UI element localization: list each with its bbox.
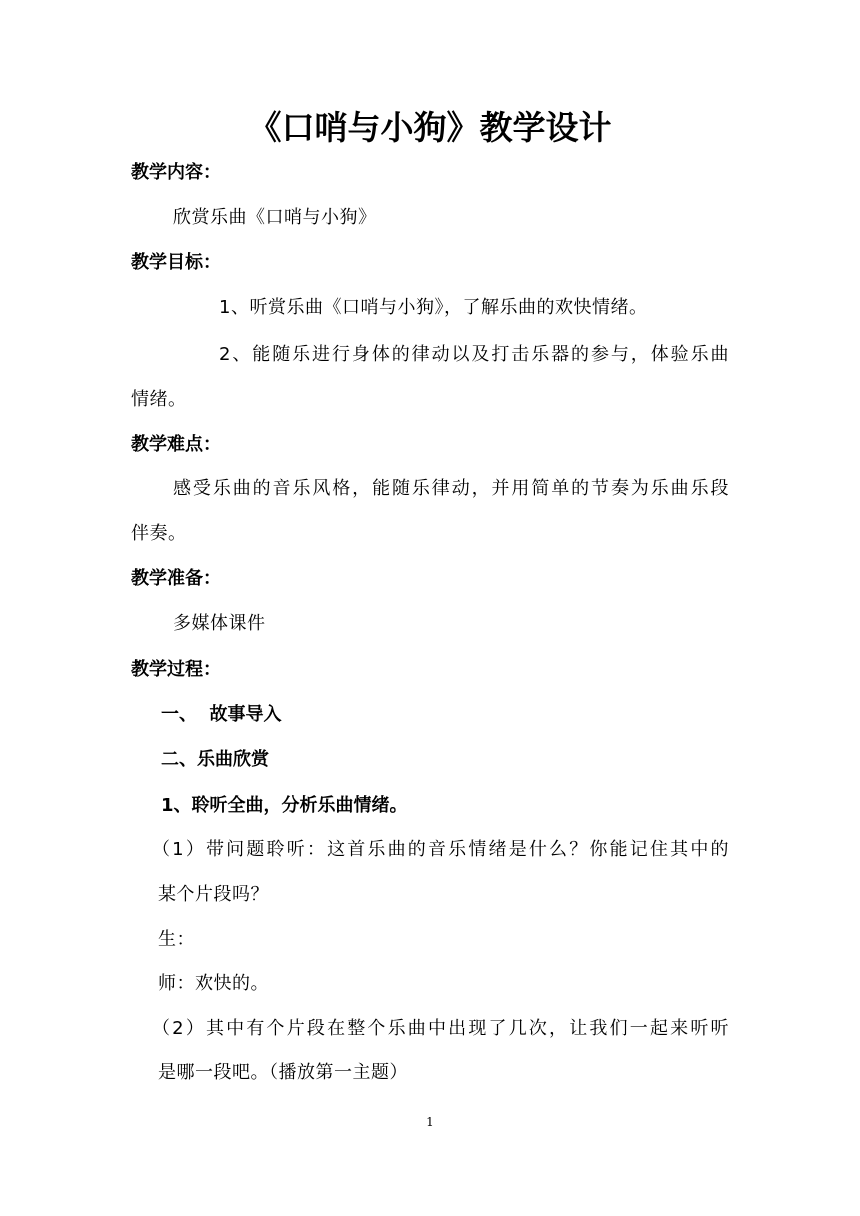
question-2-line-1 [152, 1017, 729, 1041]
section-heading-preparation: 教学准备： [131, 568, 221, 589]
section-heading-process: 教学过程： [131, 659, 221, 680]
process-sub-1: 1、聆听全曲，分析乐曲情绪。 [161, 795, 408, 816]
difficulty-line-1 [173, 477, 729, 501]
page-number: 1 [426, 1115, 434, 1129]
process-step-2: 二、乐曲欣赏 [161, 749, 269, 770]
question-1-line-1-text: （1）带问题聆听：这首乐曲的音乐情绪是什么？你能记住其中的 [152, 839, 729, 860]
question-2-line-1-text: （2）其中有个片段在整个乐曲中出现了几次，让我们一起来听听 [152, 1018, 729, 1039]
teacher-answer: 师：欢快的。 [158, 973, 269, 994]
difficulty-line-2: 伴奏。 [131, 523, 187, 544]
section-heading-content: 教学内容： [131, 162, 221, 183]
section-heading-difficulty: 教学难点： [131, 434, 221, 455]
difficulty-line-1-text: 感受乐曲的音乐风格，能随乐律动，并用简单的节奏为乐曲乐段 [173, 478, 729, 499]
goal-item-2-line-2: 情绪。 [131, 389, 187, 410]
process-step-1: 一、 故事导入 [161, 704, 282, 725]
content-text: 欣赏乐曲《口哨与小狗》 [173, 207, 377, 228]
student-answer: 生： [158, 929, 195, 950]
section-heading-goals: 教学目标： [131, 252, 221, 273]
question-1-line-1 [152, 838, 729, 862]
question-2-line-2: 是哪一段吧。（播放第一主题） [158, 1062, 408, 1083]
preparation-text: 多媒体课件 [173, 613, 266, 634]
goal-item-1: 1、听赏乐曲《口哨与小狗》，了解乐曲的欢快情绪。 [219, 297, 648, 318]
document-title: 《口哨与小狗》教学设计 [248, 108, 612, 147]
goal-item-2-line-1 [219, 343, 729, 367]
goal-item-2-line-1-text: 2、能随乐进行身体的律动以及打击乐器的参与，体验乐曲 [219, 344, 729, 365]
question-1-line-2: 某个片段吗？ [158, 884, 269, 905]
